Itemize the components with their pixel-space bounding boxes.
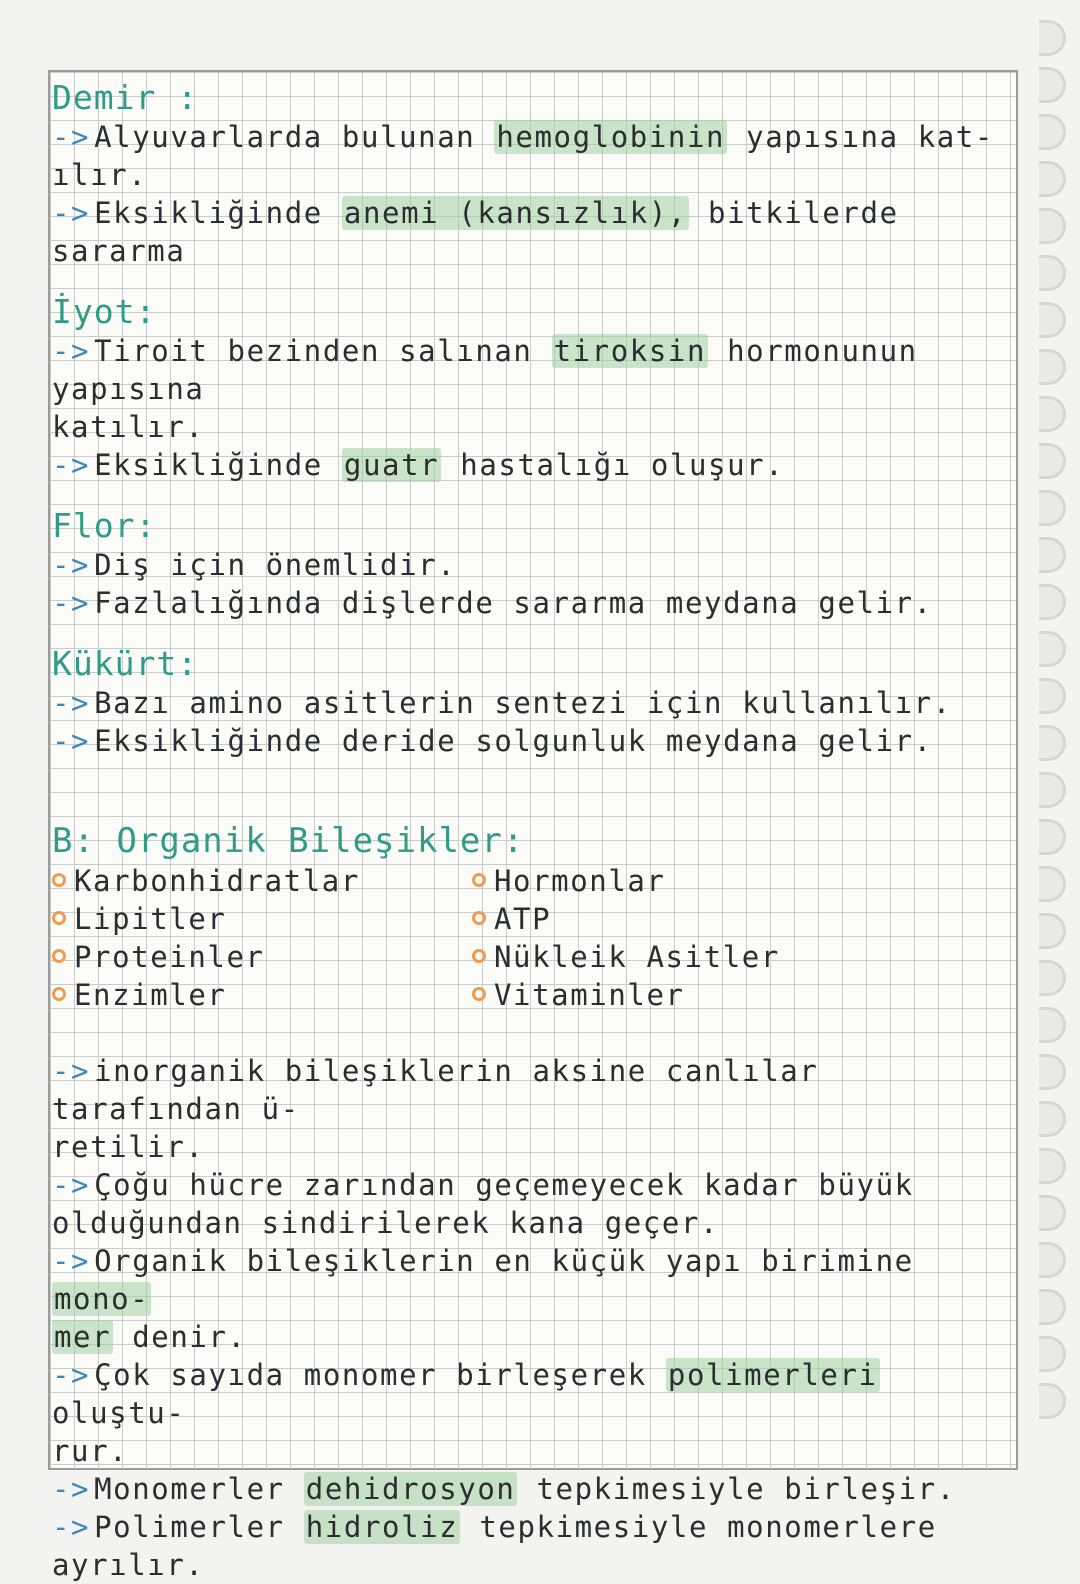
line-text: Fazlalığında dişlerde sararma meydana gelir.: [94, 586, 933, 620]
binding-ring: [1039, 20, 1066, 56]
binding-ring: [1039, 1148, 1066, 1184]
line-text: Çok sayıda monomer birleşerek: [94, 1358, 666, 1392]
binding-ring: [1039, 1054, 1066, 1090]
line-text: Eksikliğinde deride solgunluk meydana gelir.: [94, 724, 933, 758]
sections: [52, 78, 1002, 760]
line-text: hormonunun yapısına: [52, 334, 918, 406]
binding-ring: [1039, 678, 1066, 714]
line-text: retilir.: [52, 1130, 205, 1164]
section-heading: Flor:: [52, 506, 157, 545]
binding-ring: [1039, 114, 1066, 150]
list-item: [52, 976, 472, 1014]
binding-ring: [1039, 396, 1066, 432]
note-line: [52, 332, 1002, 408]
list-item: [52, 862, 472, 900]
section-1: [52, 292, 1002, 484]
line-text: tepkimesiyle monomerlere ayrılır.: [52, 1510, 937, 1582]
arrow-icon: ->: [52, 1510, 91, 1544]
bullet-icon: [472, 949, 486, 963]
binding-ring: [1039, 1242, 1066, 1278]
binding-ring: [1039, 1289, 1066, 1325]
line-text: katılır.: [52, 410, 205, 444]
note-line: [52, 1432, 1002, 1470]
arrow-icon: ->: [52, 1168, 91, 1202]
binding-ring: [1039, 537, 1066, 573]
list-item: [52, 938, 472, 976]
list-item: [472, 900, 892, 938]
arrow-icon: ->: [52, 586, 91, 620]
list-item-label: Karbonhidratlar: [74, 864, 360, 898]
arrow-icon: ->: [52, 1054, 91, 1088]
note-line: [52, 1204, 1002, 1242]
bullet-icon: [52, 987, 66, 1001]
bullet-icon: [472, 873, 486, 887]
line-text: Polimerler: [94, 1510, 304, 1544]
binding-ring: [1039, 490, 1066, 526]
line-text: denir.: [113, 1320, 247, 1354]
arrow-icon: ->: [52, 334, 91, 368]
binding-ring: [1039, 866, 1066, 902]
note-line: [52, 446, 1002, 484]
binding-ring: [1039, 161, 1066, 197]
bullet-icon: [52, 949, 66, 963]
arrow-icon: ->: [52, 120, 91, 154]
highlight-text: polimerleri: [667, 1358, 878, 1392]
highlight-text: dehidrosyon: [305, 1472, 516, 1506]
arrow-icon: ->: [52, 448, 91, 482]
organic-list-left: [52, 862, 472, 1014]
list-item: [52, 900, 472, 938]
line-text: Tiroit bezinden salınan: [94, 334, 552, 368]
note-line: [52, 1052, 1002, 1128]
bullet-icon: [52, 911, 66, 925]
note-line: [52, 1128, 1002, 1166]
organic-title: B: Organik Bileşikler:: [52, 821, 525, 861]
binding-ring: [1039, 631, 1066, 667]
section-heading: Kükürt:: [52, 644, 199, 683]
line-text: oluştu-: [52, 1396, 186, 1430]
section-3: [52, 644, 1002, 760]
section-0: [52, 78, 1002, 270]
binding-ring: [1039, 67, 1066, 103]
arrow-icon: ->: [52, 1472, 91, 1506]
note-line: [52, 156, 1002, 194]
note-line: [52, 1356, 1002, 1432]
line-text: Çoğu hücre zarından geçemeyecek kadar büyük: [94, 1168, 914, 1202]
binding-ring: [1039, 819, 1066, 855]
highlight-text: anemi (kansızlık),: [343, 196, 687, 230]
arrow-icon: ->: [52, 196, 91, 230]
binding-ring: [1039, 1195, 1066, 1231]
list-item: [472, 862, 892, 900]
list-item-label: Proteinler: [74, 940, 265, 974]
binding-ring: [1039, 1101, 1066, 1137]
binding-ring: [1039, 1336, 1066, 1372]
note-line: [52, 722, 1002, 760]
list-item-label: Nükleik Asitler: [494, 940, 780, 974]
line-text: Bazı amino asitlerin sentezi için kullanılır.: [94, 686, 952, 720]
arrow-icon: ->: [52, 724, 91, 758]
note-line: [52, 1470, 1002, 1508]
list-item: [472, 976, 892, 1014]
list-item-label: ATP: [494, 902, 552, 936]
note-line: [52, 1242, 1002, 1318]
line-text: tepkimesiyle birleşir.: [517, 1472, 956, 1506]
note-line: [52, 118, 1002, 156]
organic-list-right: [472, 862, 892, 1014]
note-line: [52, 684, 1002, 722]
list-item-label: Lipitler: [74, 902, 227, 936]
line-text: Monomerler: [94, 1472, 304, 1506]
section-2: [52, 506, 1002, 622]
binding-ring: [1039, 772, 1066, 808]
bullet-icon: [472, 987, 486, 1001]
binding-ring: [1039, 584, 1066, 620]
list-item-label: Vitaminler: [494, 978, 685, 1012]
arrow-icon: ->: [52, 1358, 91, 1392]
section-heading: Demir :: [52, 78, 199, 117]
note-line: [52, 546, 1002, 584]
arrow-icon: ->: [52, 1244, 91, 1278]
line-text: inorganik bileşiklerin aksine canlılar tarafından ü-: [52, 1054, 819, 1126]
line-text: Organik bileşiklerin en küçük yapı birimine: [94, 1244, 914, 1278]
line-text: hastalığı oluşur.: [441, 448, 785, 482]
highlight-text: hemoglobinin: [496, 120, 726, 154]
binding-ring: [1039, 255, 1066, 291]
binding-ring: [1039, 443, 1066, 479]
line-text: Eksikliğinde: [94, 448, 342, 482]
notebook-binding: [1030, 70, 1066, 1470]
notes-block: [52, 1052, 1002, 1584]
line-text: Eksikliğinde: [94, 196, 342, 230]
line-text: rur.: [52, 1434, 129, 1468]
binding-ring: [1039, 1007, 1066, 1043]
binding-ring: [1039, 208, 1066, 244]
note-line: [52, 1166, 1002, 1204]
binding-ring: [1039, 960, 1066, 996]
highlight-text: tiroksin: [553, 334, 707, 368]
line-text: Alyuvarlarda bulunan: [94, 120, 495, 154]
list-item: [472, 938, 892, 976]
line-text: ılır.: [52, 158, 148, 192]
binding-ring: [1039, 302, 1066, 338]
section-heading: İyot:: [52, 292, 157, 331]
highlight-text: mer: [54, 1320, 112, 1354]
bullet-icon: [52, 873, 66, 887]
note-line: [52, 408, 1002, 446]
line-text: olduğundan sindirilerek kana geçer.: [52, 1206, 720, 1240]
note-line: [52, 1318, 1002, 1356]
list-item-label: Hormonlar: [494, 864, 666, 898]
note-content: [52, 78, 1002, 1584]
line-text: yapısına kat-: [727, 120, 994, 154]
note-line: [52, 194, 1002, 270]
list-item-label: Enzimler: [74, 978, 227, 1012]
line-text: bitkilerde sararma: [52, 196, 899, 268]
line-text: Diş için önemlidir.: [94, 548, 457, 582]
highlight-text: mono-: [54, 1282, 150, 1316]
binding-ring: [1039, 725, 1066, 761]
note-line: [52, 584, 1002, 622]
binding-ring: [1039, 913, 1066, 949]
note-line: [52, 1508, 1002, 1584]
highlight-text: guatr: [343, 448, 440, 482]
arrow-icon: ->: [52, 686, 91, 720]
highlight-text: hidroliz: [305, 1510, 459, 1544]
binding-ring: [1039, 349, 1066, 385]
organic-list: [52, 862, 1002, 1014]
binding-ring: [1039, 1383, 1066, 1419]
arrow-icon: ->: [52, 548, 91, 582]
bullet-icon: [472, 911, 486, 925]
